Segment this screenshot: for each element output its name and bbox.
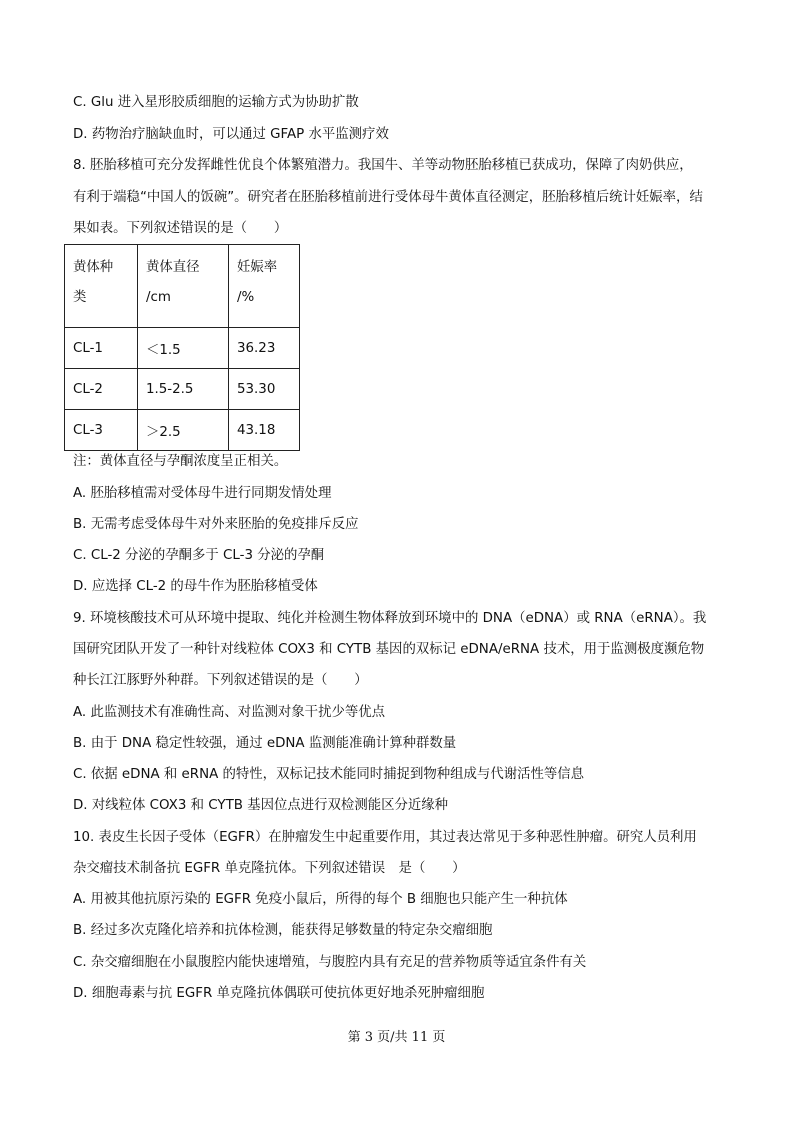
table-cell: ＜1.5 <box>138 328 229 369</box>
question-9-option-a: A. 此监测技术有准确性高、对监测对象干扰少等优点 <box>73 705 386 720</box>
table-row <box>65 369 300 410</box>
question-9-option-c: C. 依据 eDNA 和 eRNA 的特性，双标记技术能同时捕捉到物种组成与代谢活性等信息 <box>73 767 585 782</box>
table-header-cell <box>138 245 229 328</box>
question-8-stem: 8. 胚胎移植可充分发挥雌性优良个体繁殖潜力。我国牛、羊等动物胚胎移植已获成功，保障了肉奶供应， <box>73 158 693 173</box>
question-10-stem: 杂交瘤技术制备抗 EGFR 单克隆抗体。下列叙述错误 是（ ） <box>73 861 466 876</box>
table-row <box>65 328 300 369</box>
table-cell: 1.5-2.5 <box>138 369 229 410</box>
table-cell: 36.23 <box>229 328 300 369</box>
question-9-stem: 国研究团队开发了一种针对线粒体 COX3 和 CYTB 基因的双标记 eDNA/eRNA 技术，用于监测极度濒危物 <box>73 642 705 657</box>
table-cell: 43.18 <box>229 410 300 451</box>
question-10-option-a: A. 用被其他抗原污染的 EGFR 免疫小鼠后，所得的每个 B 细胞也只能产生一种抗体 <box>73 892 568 907</box>
header-text: 黄体种 <box>73 260 114 275</box>
question-9-stem: 9. 环境核酸技术可从环境中提取、纯化并检测生物体释放到环境中的 DNA（eDNA）或 RNA（eRNA）。我 <box>73 611 707 626</box>
question-8-option-b: B. 无需考虑受体母牛对外来胚胎的免疫排斥反应 <box>73 517 359 532</box>
table-header-row <box>65 245 300 328</box>
table-header-cell <box>65 245 138 328</box>
question-10-option-b: B. 经过多次克隆化培养和抗体检测，能获得足够数量的特定杂交瘤细胞 <box>73 923 493 938</box>
table-header-cell <box>229 245 300 328</box>
question-9-option-d: D. 对线粒体 COX3 和 CYTB 基因位点进行双检测能区分近缘种 <box>73 798 449 813</box>
header-text: /cm <box>146 290 171 305</box>
corpus-luteum-table <box>64 244 300 451</box>
table-note: 注：黄体直径与孕酮浓度呈正相关。 <box>73 454 288 469</box>
table-cell: CL-1 <box>65 328 138 369</box>
question-8-stem: 有利于端稳“中国人的饭碗”。研究者在胚胎移植前进行受体母牛黄体直径测定，胚胎移植后统计妊娠率，结 <box>73 190 703 205</box>
page-footer: 第 3 页/共 11 页 <box>347 1030 446 1045</box>
question-7-option-d: D. 药物治疗脑缺血时，可以通过 GFAP 水平监测疗效 <box>73 127 389 142</box>
question-8-option-a: A. 胚胎移植需对受体母牛进行同期发情处理 <box>73 486 332 501</box>
question-10-stem: 10. 表皮生长因子受体（EGFR）在肿瘤发生中起重要作用，其过表达常见于多种恶性肿瘤。研究人员利用 <box>73 830 697 845</box>
table-row <box>65 410 300 451</box>
question-9-option-b: B. 由于 DNA 稳定性较强，通过 eDNA 监测能准确计算种群数量 <box>73 736 457 751</box>
table-cell: CL-3 <box>65 410 138 451</box>
question-7-option-c: C. Glu 进入星形胶质细胞的运输方式为协助扩散 <box>73 95 359 110</box>
table-cell: CL-2 <box>65 369 138 410</box>
question-10-option-c: C. 杂交瘤细胞在小鼠腹腔内能快速增殖，与腹腔内具有充足的营养物质等适宜条件有关 <box>73 955 587 970</box>
header-text: /% <box>237 290 255 305</box>
header-text: 妊娠率 <box>237 260 278 275</box>
header-text: 类 <box>73 290 87 305</box>
question-8-option-c: C. CL-2 分泌的孕酮多于 CL-3 分泌的孕酮 <box>73 548 325 563</box>
table-cell: ＞2.5 <box>138 410 229 451</box>
question-10-option-d: D. 细胞毒素与抗 EGFR 单克隆抗体偶联可使抗体更好地杀死肿瘤细胞 <box>73 986 485 1001</box>
header-text: 黄体直径 <box>146 260 200 275</box>
table-cell: 53.30 <box>229 369 300 410</box>
question-8-option-d: D. 应选择 CL-2 的母牛作为胚胎移植受体 <box>73 579 318 594</box>
question-8-stem: 果如表。下列叙述错误的是（ ） <box>73 221 288 236</box>
question-9-stem: 种长江江豚野外种群。下列叙述错误的是（ ） <box>73 673 368 688</box>
